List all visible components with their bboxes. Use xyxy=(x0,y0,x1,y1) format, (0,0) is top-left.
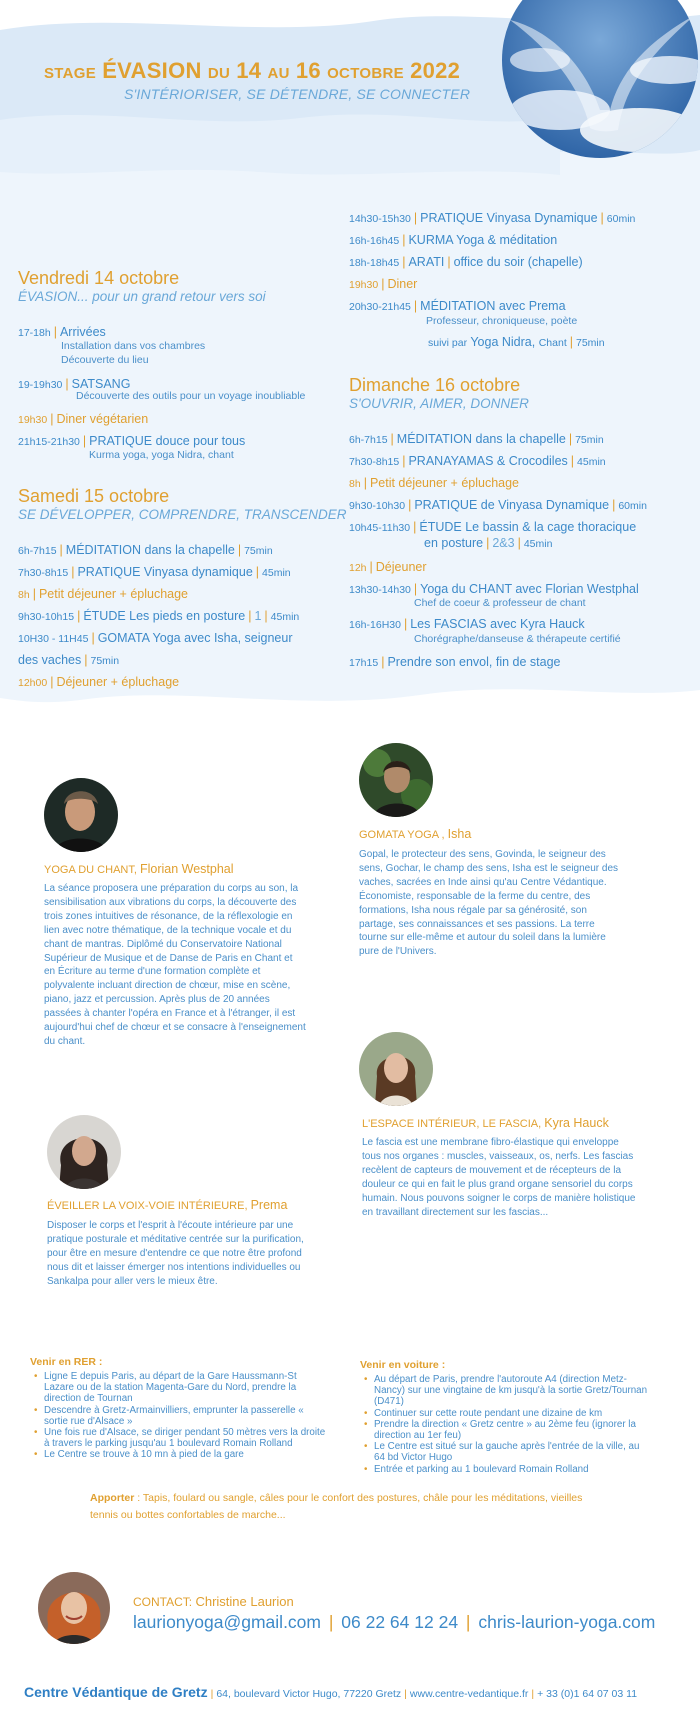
bio-isha-text: Gopal, le protecteur des sens, Govinda, le seigneur des sens, Gochar, le champ des sens, Isha est le seigneur des vaches, sacrées en Inde ainsi qu'au Centre Védantique. Économiste, responsable de la ferme du centre, des formations, Isha nous régale par sa générosité, son partage, ses connaissances et ses passions. La terre tourne sur elle-même et autour du soleil dans la lumière pure de l'Univers. xyxy=(359,849,619,958)
saturday-row-cont: des vaches | 75min xyxy=(18,653,120,667)
saturday-row: 9h30-10h15 | ÉTUDE Les pieds en posture | 1 | 45min xyxy=(18,609,300,623)
sunday-row: 6h-7h15 | MÉDITATION dans la chapelle | 75min xyxy=(349,432,604,446)
sunday-row: 8h | Petit déjeuner + épluchage xyxy=(349,476,520,490)
contact-site[interactable]: chris-laurion-yoga.com xyxy=(478,1612,656,1632)
stage-word: STAGE xyxy=(44,65,97,82)
stage-title xyxy=(44,58,460,84)
footer: Centre Védantique de Gretz | 64, boulevard Victor Hugo, 77220 Gretz | www.centre-vedantique.fr | + 33 (0)1 64 07 03 11 xyxy=(24,1684,638,1700)
car-item: • Le Centre est situé sur la gauche après l'entrée de la ville, au 64 bd Victor Hugo xyxy=(360,1441,648,1463)
bio-florian-text: La séance proposera une préparation du corps au son, la sensibilisation aux vibrations du corps, la découverte des trois zones intuitives de résonance, de la réflexologie en lien avec notre thématique, de la technique vocale et du chant de mantras. Diplômé du Conservatoire National Supérieur de Musique et de Danse de Paris en Chant et en Écriture au terme d'une formation complète et polyvalente incluant direction de chœur, mise en scène, piano, jazz et percussion. Après plus de 20 années passées à chanter l'opéra en France et à l'étranger, il est aujourd'hui chef de chœur et se consacre à l'enseignement du chant. xyxy=(44,883,306,1047)
car-item: • Entrée et parking au 1 boulevard Romain Rolland xyxy=(360,1464,648,1475)
friday-row-diner: 19h30 | Diner végétarien xyxy=(18,412,149,426)
rer-item: • Le Centre se trouve à 10 mn à pied de la gare xyxy=(30,1449,328,1460)
friday-row-arrivals: 17-18h | Arrivées xyxy=(18,325,106,339)
sunday-row: 7h30-8h15 | PRANAYAMAS & Crocodiles | 45min xyxy=(349,454,606,468)
sunday-row: 12h | Déjeuner xyxy=(349,560,427,574)
saturday-subtitle: SE DÉVELOPPER, COMPRENDRE, TRANSCENDER xyxy=(18,507,347,522)
saturday-row: 12h00 | Déjeuner + épluchage xyxy=(18,675,180,689)
sunday-note: Chorégraphe/danseuse & thérapeute certifié xyxy=(414,633,621,645)
car-list xyxy=(360,1374,648,1475)
contact-email[interactable]: laurionyoga@gmail.com xyxy=(133,1612,321,1632)
sunday-row: 16h-16H30 | Les FASCIAS avec Kyra Hauck xyxy=(349,617,585,631)
friday-note: Découverte du lieu xyxy=(61,354,149,366)
saturday-row: 7h30-8h15 | PRATIQUE Vinyasa dynamique | 45min xyxy=(18,565,291,579)
avatar-kyra xyxy=(359,1032,433,1106)
rer-list xyxy=(30,1371,328,1461)
sunday-note: Chef de coeur & professeur de chant xyxy=(414,597,586,609)
stage-du: DU xyxy=(207,65,231,82)
apport-text: Apporter : Tapis, foulard ou sangle, câles pour le confort des postures, châle pour les méditations, vieilles tennis ou bottes confortables de marche... xyxy=(90,1492,583,1521)
saturday-row: 19h30 | Diner xyxy=(349,277,418,291)
avatar-christine xyxy=(38,1572,110,1644)
footer-phone: + 33 (0)1 64 07 03 11 xyxy=(537,1688,638,1700)
avatar-florian xyxy=(44,778,118,852)
sunday-row: 17h15 | Prendre son envol, fin de stage xyxy=(349,655,561,669)
footer-web[interactable]: www.centre-vedantique.fr xyxy=(409,1688,529,1700)
avatar-isha xyxy=(359,743,433,817)
dove-sky-illustration xyxy=(500,0,700,160)
sunday-row-cont: en posture | 2&3 | 45min xyxy=(424,536,553,550)
car-item: • Continuer sur cette route pendant une dizaine de km xyxy=(360,1408,648,1419)
saturday-row: 16h-16h45 | KURMA Yoga & méditation xyxy=(349,233,558,247)
rer-item: • Descendre à Gretz-Armainvilliers, emprunter la passerelle « sortie rue d'Alsace » xyxy=(30,1405,328,1427)
friday-note: Installation dans vos chambres xyxy=(61,340,206,352)
contact-label: CONTACT: Christine Laurion xyxy=(133,1594,294,1609)
sunday-subtitle: S'OUVRIR, AIMER, DONNER xyxy=(349,396,529,411)
saturday-row: 10H30 - 11H45 | GOMATA Yoga avec Isha, seigneur xyxy=(18,631,293,645)
saturday-row: 6h-7h15 | MÉDITATION dans la chapelle | 75min xyxy=(18,543,273,557)
bio-kyra-title: L'ESPACE INTÉRIEUR, LE FASCIA, Kyra Hauck xyxy=(362,1116,609,1130)
bio-kyra-text: Le fascia est une membrane fibro-élastique qui enveloppe tous nos organes : muscles, vaisseaux, os, nerfs. Les fascias recèlent de capteurs de mouvement et de récepteurs de la douleur ce qui en fait le plus grand organe sensoriel du corps humain. Nous pouvons soigner le corps de manière holistique en travaillant directement sur les fascias... xyxy=(362,1137,636,1218)
contact-line: laurionyoga@gmail.com | 06 22 64 12 24 | chris-laurion-yoga.com xyxy=(133,1612,656,1632)
car-item: • Prendre la direction « Gretz centre » au 2ème feu (ignorer la direction au 1er feu) xyxy=(360,1419,648,1441)
sunday-row: 13h30-14h30 | Yoga du CHANT avec Florian Westphal xyxy=(349,582,639,596)
car-item: • Au départ de Paris, prendre l'autoroute A4 (direction Metz-Nancy) sur une vingtaine de km jusqu'à la sortie Gretz/Tournan (D471) xyxy=(360,1374,648,1408)
friday-note: Kurma yoga, yoga Nidra, chant xyxy=(89,449,234,461)
stage-year: 2022 xyxy=(410,58,461,83)
car-title: Venir en voiture : xyxy=(360,1359,446,1371)
bio-prema-text: Disposer le corps et l'esprit à l'écoute intérieure par une pratique posturale et méditative centrée sur la purification, pour être en mesure d'entendre ce que notre être profond nous dit et laisser émerger nos intentions individuelles ou Sankalpa pour aller vers le mieux être. xyxy=(47,1220,304,1287)
stage-day-end: 16 xyxy=(295,58,321,83)
bio-florian-title: YOGA DU CHANT, Florian Westphal xyxy=(44,862,234,876)
rer-item: • Une fois rue d'Alsace, se diriger pendant 50 mètres vers la droite à travers le parking jusqu'au 1 boulevard Romain Rolland xyxy=(30,1427,328,1449)
contact-phone[interactable]: 06 22 64 12 24 xyxy=(341,1612,459,1632)
friday-row-pratique: 21h15-21h30 | PRATIQUE douce pour tous xyxy=(18,434,246,448)
rer-item: • Ligne E depuis Paris, au départ de la Gare Haussmann-St Lazare ou de la station Magenta-Gare du Nord, prendre la direction de Tournan xyxy=(30,1371,328,1405)
stage-au: AU xyxy=(267,65,290,82)
rer-title: Venir en RER : xyxy=(30,1356,103,1368)
saturday-row: 20h30-21h45 | MÉDITATION avec Prema xyxy=(349,299,566,313)
friday-row-satsang: 19-19h30 | SATSANG xyxy=(18,377,131,391)
avatar-prema xyxy=(47,1115,121,1189)
bio-prema-title: ÉVEILLER LA VOIX-VOIE INTÉRIEURE, Prema xyxy=(47,1198,288,1212)
saturday-row: 14h30-15h30 | PRATIQUE Vinyasa Dynamique | 60min xyxy=(349,211,636,225)
stage-day-start: 14 xyxy=(236,58,262,83)
saturday-row: 18h-18h45 | ARATI | office du soir (chapelle) xyxy=(349,255,583,269)
footer-org: Centre Védantique de Gretz xyxy=(24,1684,208,1700)
footer-address: 64, boulevard Victor Hugo, 77220 Gretz xyxy=(216,1688,402,1700)
stage-month: OCTOBRE xyxy=(327,65,404,82)
friday-title: Vendredi 14 octobre xyxy=(18,268,180,288)
sunday-row: 10h45-11h30 | ÉTUDE Le bassin & la cage thoracique xyxy=(349,520,637,534)
friday-subtitle: ÉVASION... pour un grand retour vers soi xyxy=(18,289,266,304)
friday-note: Découverte des outils pour un voyage inoubliable xyxy=(76,390,306,402)
saturday-title: Samedi 15 octobre xyxy=(18,486,170,506)
saturday-row-cont: suivi par Yoga Nidra, Chant | 75min xyxy=(428,335,605,349)
stage-name: ÉVASION xyxy=(102,58,202,83)
saturday-note: Professeur, chroniqueuse, poète xyxy=(426,315,578,327)
bio-isha-title: GOMATA YOGA , Isha xyxy=(359,827,472,841)
stage-subtitle: S'INTÉRIORISER, SE DÉTENDRE, SE CONNECTER xyxy=(124,86,471,102)
saturday-row: 8h | Petit déjeuner + épluchage xyxy=(18,587,189,601)
sunday-row: 9h30-10h30 | PRATIQUE de Vinyasa Dynamique | 60min xyxy=(349,498,647,512)
sunday-title: Dimanche 16 octobre xyxy=(349,375,521,395)
